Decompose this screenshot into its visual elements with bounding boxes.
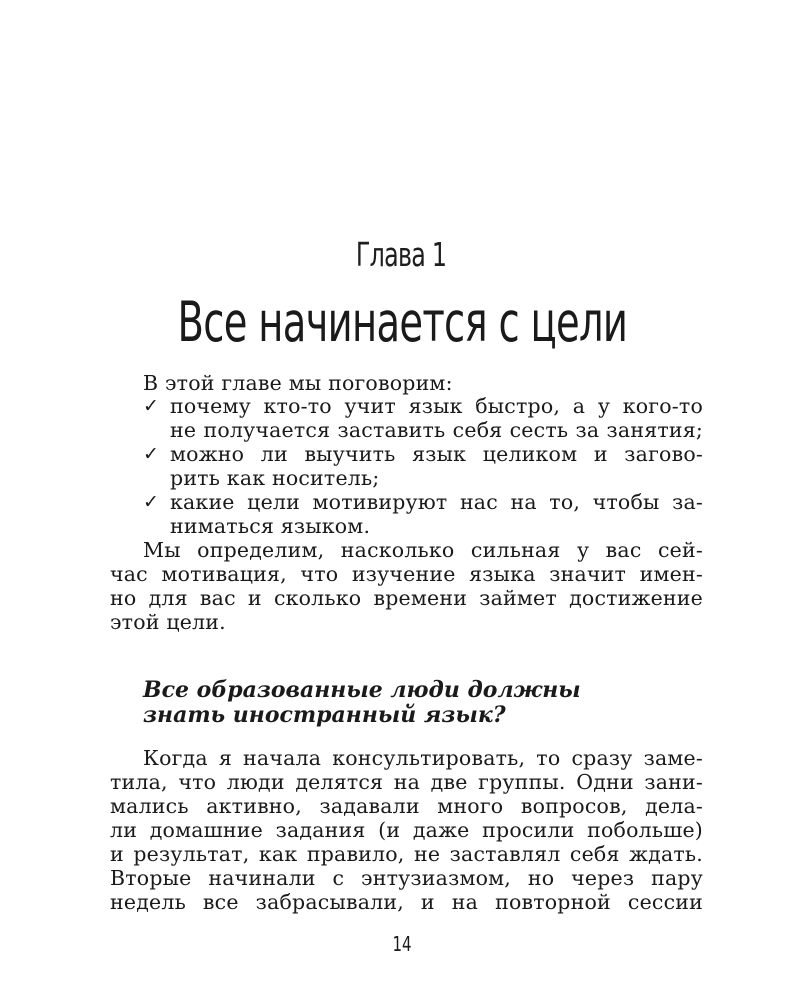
summary-line-3: но для вас и сколько времени займет достижение — [110, 586, 703, 610]
summary-line-1: Мы определим, насколько сильная у вас сей- — [143, 538, 703, 562]
bullet-1-line-2: не получается заставить себя сесть за занятия; — [170, 418, 703, 442]
intro-lead: В этой главе мы поговорим: — [143, 371, 453, 395]
chapter-label: Глава 1 — [355, 235, 447, 274]
bullet-3-line-1: какие цели мотивируют нас на то, чтобы за- — [170, 490, 703, 514]
section-heading-line-1: Все образованные люди должны — [143, 677, 581, 703]
paragraph-line-6: Вторые начинали с энтузиазмом, но через пару — [110, 866, 703, 890]
paragraph-line-5: и результат, как правило, не заставлял себя ждать. — [110, 842, 703, 866]
paragraph-line-7: недель все забрасывали, и на повторной сессии — [110, 890, 703, 914]
chapter-title: Все начинается с цели — [177, 290, 628, 354]
section-heading-line-2: знать иностранный язык? — [143, 702, 506, 728]
summary-line-2: час мотивация, что изучение языка значит имен- — [110, 562, 703, 586]
bullet-2-line-1: можно ли выучить язык целиком и загово- — [170, 442, 703, 466]
paragraph-line-3: мались активно, задавали много вопросов, дела- — [110, 794, 703, 818]
bullet-2-line-2: рить как носитель; — [170, 466, 380, 490]
checkmark-icon: ✓ — [143, 491, 159, 513]
page-number: 14 — [392, 932, 412, 956]
checkmark-icon: ✓ — [143, 395, 159, 417]
bullet-1-line-1: почему кто-то учит язык быстро, а у кого-то — [170, 394, 703, 418]
paragraph-line-1: Когда я начала консультировать, то сразу заме- — [143, 746, 703, 770]
checkmark-icon: ✓ — [143, 443, 159, 465]
paragraph-line-4: ли домашние задания (и даже просили побольше) — [110, 818, 703, 842]
paragraph-line-2: тила, что люди делятся на две группы. Одни зани- — [110, 770, 703, 794]
summary-line-4: этой цели. — [110, 610, 226, 634]
bullet-3-line-2: ниматься языком. — [170, 514, 371, 538]
